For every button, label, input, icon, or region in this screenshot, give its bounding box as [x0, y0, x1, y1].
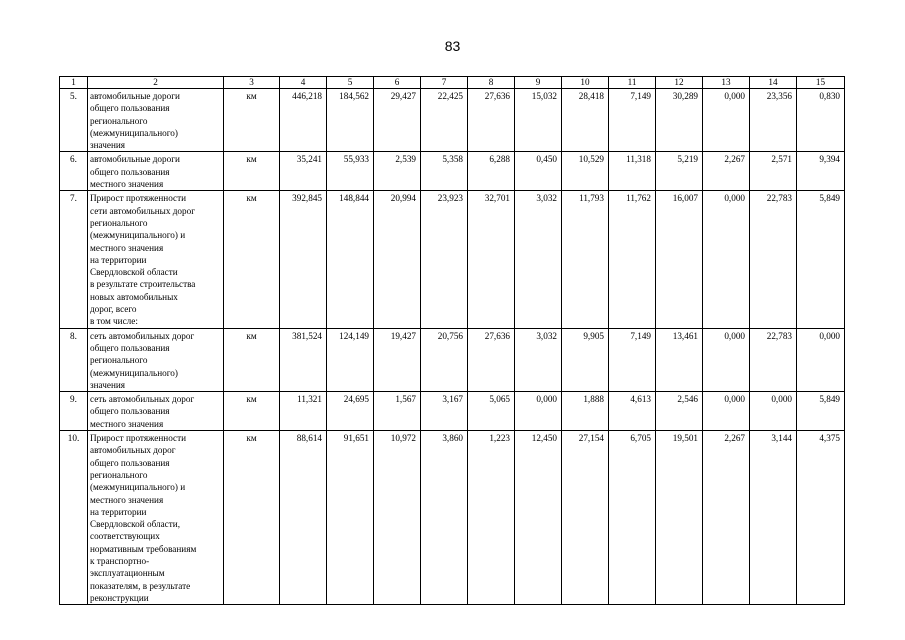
indicator-name-line: местного значения: [90, 179, 164, 190]
indicator-name-line: местного значения: [90, 242, 164, 253]
value-cell: 28,418: [562, 89, 609, 152]
header-cell: 8: [468, 77, 515, 89]
value-cell: 7,149: [609, 328, 656, 391]
table-row: [60, 328, 845, 391]
value-cell: 29,427: [374, 89, 421, 152]
value-cell: 184,562: [327, 89, 374, 152]
value-cell: 0,830: [797, 89, 845, 152]
table-row: [60, 191, 845, 328]
header-cell: 15: [797, 77, 845, 89]
value-cell: 91,651: [327, 431, 374, 605]
indicator-name: [88, 431, 224, 605]
data-table: [59, 76, 845, 605]
value-cell: 19,427: [374, 328, 421, 391]
indicator-name-line: эксплуатационным: [90, 568, 165, 579]
indicator-name-line: регионального: [90, 355, 148, 366]
page-number: 83: [444, 38, 461, 54]
indicator-name-line: (межмуниципального): [90, 367, 178, 378]
value-cell: 6,705: [609, 431, 656, 605]
indicator-name: [88, 392, 224, 431]
row-number: 7.: [60, 191, 88, 328]
value-cell: 0,000: [750, 392, 797, 431]
unit-cell: км: [224, 152, 280, 191]
row-number: 8.: [60, 328, 88, 391]
value-cell: 27,636: [468, 328, 515, 391]
row-number: 9.: [60, 392, 88, 431]
indicator-name-line: значения: [90, 379, 126, 390]
value-cell: 10,972: [374, 431, 421, 605]
header-cell: 6: [374, 77, 421, 89]
value-cell: 2,267: [703, 431, 750, 605]
indicator-name-line: регионального: [90, 115, 148, 126]
value-cell: 2,546: [656, 392, 703, 431]
indicator-name-line: новых автомобильных: [90, 291, 178, 302]
value-cell: 20,756: [421, 328, 468, 391]
value-cell: 3,860: [421, 431, 468, 605]
indicator-name-line: автомобильные дороги: [90, 91, 180, 101]
header-cell: 13: [703, 77, 750, 89]
value-cell: 23,356: [750, 89, 797, 152]
unit-cell: км: [224, 328, 280, 391]
indicator-name-line: регионального: [90, 217, 148, 228]
unit-cell: км: [224, 392, 280, 431]
row-number: 5.: [60, 89, 88, 152]
table-row: [60, 392, 845, 431]
header-cell: 4: [280, 77, 327, 89]
value-cell: 9,394: [797, 152, 845, 191]
value-cell: 0,000: [703, 89, 750, 152]
table-row: [60, 152, 845, 191]
indicator-name-line: в том числе:: [90, 316, 138, 327]
indicator-name-line: общего пользования: [90, 457, 170, 468]
value-cell: 0,000: [703, 191, 750, 328]
value-cell: 5,358: [421, 152, 468, 191]
indicator-name-line: на территории: [90, 506, 147, 517]
unit-cell: км: [224, 191, 280, 328]
value-cell: 381,524: [280, 328, 327, 391]
value-cell: 16,007: [656, 191, 703, 328]
indicator-name-line: Прирост протяженности: [90, 433, 187, 444]
header-cell: 12: [656, 77, 703, 89]
value-cell: 7,149: [609, 89, 656, 152]
indicator-name-line: Свердловской области,: [90, 519, 180, 530]
header-cell: 5: [327, 77, 374, 89]
value-cell: 11,318: [609, 152, 656, 191]
value-cell: 1,223: [468, 431, 515, 605]
value-cell: 124,149: [327, 328, 374, 391]
value-cell: 27,154: [562, 431, 609, 605]
indicator-name-line: местного значения: [90, 418, 164, 429]
value-cell: 0,000: [797, 328, 845, 391]
value-cell: 11,793: [562, 191, 609, 328]
indicator-name-line: автомобильных дорог: [90, 445, 176, 456]
row-number: 6.: [60, 152, 88, 191]
indicator-name-line: (межмуниципального) и: [90, 482, 186, 493]
value-cell: 2,267: [703, 152, 750, 191]
value-cell: 10,529: [562, 152, 609, 191]
value-cell: 1,567: [374, 392, 421, 431]
value-cell: 24,695: [327, 392, 374, 431]
value-cell: 3,144: [750, 431, 797, 605]
indicator-name-line: на территории: [90, 254, 147, 265]
indicator-name-line: общего пользования: [90, 103, 170, 114]
indicator-name-line: в результате строительства: [90, 279, 196, 290]
value-cell: 1,888: [562, 392, 609, 431]
indicator-name-line: Свердловской области: [90, 267, 178, 278]
value-cell: 5,849: [797, 392, 845, 431]
header-cell: 10: [562, 77, 609, 89]
row-number: 10.: [60, 431, 88, 605]
value-cell: 5,219: [656, 152, 703, 191]
value-cell: 12,450: [515, 431, 562, 605]
indicator-name-line: регионального: [90, 469, 148, 480]
value-cell: 11,321: [280, 392, 327, 431]
indicator-name-line: к транспортно-: [90, 555, 150, 566]
value-cell: 32,701: [468, 191, 515, 328]
indicator-name-line: сеть автомобильных дорог: [90, 330, 195, 341]
indicator-name-line: дорог, всего: [90, 304, 137, 315]
indicator-name-line: автомобильные дороги: [90, 154, 180, 165]
indicator-name-line: общего пользования: [90, 406, 170, 417]
indicator-name-line: соответствующих: [90, 531, 160, 542]
value-cell: 55,933: [327, 152, 374, 191]
value-cell: 4,613: [609, 392, 656, 431]
value-cell: 22,783: [750, 328, 797, 391]
value-cell: 22,425: [421, 89, 468, 152]
indicator-name-line: сети автомобильных дорог: [90, 205, 195, 216]
table-row: [60, 431, 845, 605]
value-cell: 6,288: [468, 152, 515, 191]
value-cell: 11,762: [609, 191, 656, 328]
indicator-name-line: общего пользования: [90, 342, 170, 353]
indicator-name-line: общего пользования: [90, 166, 170, 177]
value-cell: 88,614: [280, 431, 327, 605]
value-cell: 3,032: [515, 328, 562, 391]
value-cell: 9,905: [562, 328, 609, 391]
unit-cell: км: [224, 89, 280, 152]
value-cell: 5,065: [468, 392, 515, 431]
indicator-name-line: (межмуниципального): [90, 127, 178, 138]
value-cell: 30,289: [656, 89, 703, 152]
value-cell: 19,501: [656, 431, 703, 605]
value-cell: 2,571: [750, 152, 797, 191]
indicator-name-line: нормативным требованиям: [90, 543, 197, 554]
value-cell: 27,636: [468, 89, 515, 152]
indicator-name: [88, 191, 224, 328]
indicator-name-line: (межмуниципального) и: [90, 230, 186, 241]
value-cell: 446,218: [280, 89, 327, 152]
value-cell: 22,783: [750, 191, 797, 328]
value-cell: 0,000: [703, 392, 750, 431]
value-cell: 0,000: [703, 328, 750, 391]
value-cell: 5,849: [797, 191, 845, 328]
table-row: [60, 89, 845, 152]
indicator-name-line: показателям, в результате: [90, 580, 191, 591]
indicator-name: [88, 89, 224, 152]
value-cell: 13,461: [656, 328, 703, 391]
value-cell: 23,923: [421, 191, 468, 328]
header-cell: 14: [750, 77, 797, 89]
value-cell: 4,375: [797, 431, 845, 605]
indicator-name-line: местного значения: [90, 494, 164, 505]
value-cell: 0,000: [515, 392, 562, 431]
value-cell: 3,032: [515, 191, 562, 328]
header-cell: 7: [421, 77, 468, 89]
indicator-name-line: значения: [90, 140, 126, 151]
value-cell: 20,994: [374, 191, 421, 328]
value-cell: 15,032: [515, 89, 562, 152]
unit-cell: км: [224, 431, 280, 605]
value-cell: 3,167: [421, 392, 468, 431]
value-cell: 35,241: [280, 152, 327, 191]
indicator-name-line: реконструкции: [90, 592, 149, 603]
header-cell: 1: [60, 77, 88, 89]
value-cell: 392,845: [280, 191, 327, 328]
value-cell: 2,539: [374, 152, 421, 191]
value-cell: 148,844: [327, 191, 374, 328]
header-cell: 3: [224, 77, 280, 89]
header-cell: 2: [88, 77, 224, 89]
indicator-name: [88, 328, 224, 391]
indicator-name-line: сеть автомобильных дорог: [90, 394, 195, 405]
indicator-name-line: Прирост протяженности: [90, 193, 187, 204]
header-cell: 9: [515, 77, 562, 89]
value-cell: 0,450: [515, 152, 562, 191]
indicator-name: [88, 152, 224, 191]
header-row: [60, 77, 845, 89]
header-cell: 11: [609, 77, 656, 89]
